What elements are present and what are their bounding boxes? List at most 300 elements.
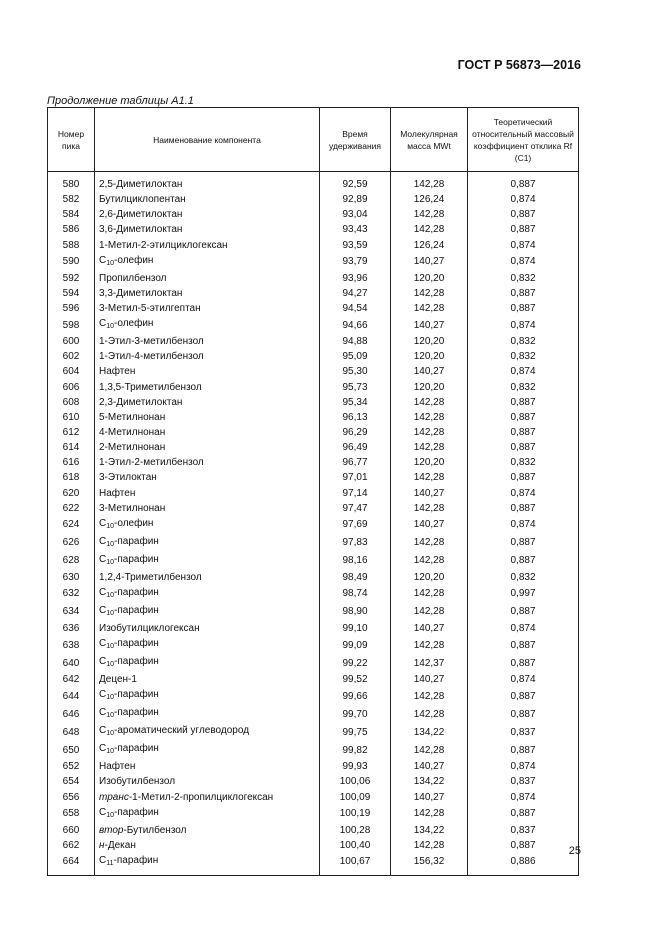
response-factor: 0,874	[468, 790, 579, 805]
peak-number: 630	[48, 570, 95, 585]
retention-time: 94,54	[320, 301, 391, 316]
molecular-mass: 126,24	[391, 238, 468, 253]
table-row	[48, 271, 579, 286]
peak-number: 618	[48, 470, 95, 485]
peak-number: 664	[48, 853, 95, 876]
response-factor: 0,887	[468, 805, 579, 823]
retention-time: 99,22	[320, 654, 391, 672]
peak-number: 644	[48, 687, 95, 705]
component-name	[95, 192, 320, 207]
table-row	[48, 207, 579, 222]
retention-time: 100,06	[320, 774, 391, 789]
component-name	[95, 301, 320, 316]
component-name	[95, 380, 320, 395]
carbon-count-subscript: 10	[106, 558, 115, 566]
table-row	[48, 410, 579, 425]
retention-time: 96,13	[320, 410, 391, 425]
response-factor: 0,832	[468, 334, 579, 349]
table-row	[48, 486, 579, 501]
retention-time: 94,66	[320, 316, 391, 334]
molecular-mass: 142,28	[391, 534, 468, 552]
retention-time: 95,73	[320, 380, 391, 395]
component-name	[95, 334, 320, 349]
component-name-text: 3,6-Диметилоктан	[99, 224, 183, 236]
component-name-base: С	[99, 517, 107, 529]
component-name-text: 1,3,5-Триметилбензол	[99, 381, 202, 393]
component-name	[95, 253, 320, 271]
component-name-rest: -парафин	[114, 604, 159, 616]
peak-number: 640	[48, 654, 95, 672]
table-row	[48, 723, 579, 741]
table-row	[48, 687, 579, 705]
component-name-text: 5-Метилнонан	[99, 411, 166, 423]
component-name-rest: -парафин	[114, 638, 159, 650]
component-name-base: С	[99, 318, 107, 330]
component-name	[95, 603, 320, 621]
peak-number: 626	[48, 534, 95, 552]
component-name	[95, 486, 320, 501]
retention-time: 98,49	[320, 570, 391, 585]
component-name-rest: -парафин	[114, 743, 159, 755]
table-row	[48, 334, 579, 349]
retention-time: 96,77	[320, 455, 391, 470]
component-name	[95, 455, 320, 470]
response-factor: 0,874	[468, 672, 579, 687]
component-name	[95, 759, 320, 774]
carbon-count-subscript: 10	[106, 748, 115, 756]
molecular-mass: 120,20	[391, 570, 468, 585]
table-row	[48, 790, 579, 805]
retention-time: 98,16	[320, 552, 391, 570]
molecular-mass: 140,27	[391, 621, 468, 636]
molecular-mass: 140,27	[391, 516, 468, 534]
component-name-text: 2,3-Диметилоктан	[99, 396, 183, 408]
retention-time: 97,83	[320, 534, 391, 552]
molecular-mass: 142,28	[391, 741, 468, 759]
molecular-mass: 142,28	[391, 470, 468, 485]
table-row	[48, 395, 579, 410]
component-name	[95, 705, 320, 723]
table-row	[48, 501, 579, 516]
response-factor: 0,887	[468, 603, 579, 621]
component-name-base: С	[99, 656, 107, 668]
molecular-mass: 142,28	[391, 425, 468, 440]
retention-time: 92,59	[320, 172, 391, 193]
response-factor: 0,887	[468, 207, 579, 222]
peak-number: 650	[48, 741, 95, 759]
peak-number: 582	[48, 192, 95, 207]
table-row	[48, 349, 579, 364]
table-row	[48, 286, 579, 301]
retention-time: 98,90	[320, 603, 391, 621]
molecular-mass: 140,27	[391, 759, 468, 774]
component-name	[95, 425, 320, 440]
component-name-base: С	[99, 254, 107, 266]
molecular-mass: 142,28	[391, 286, 468, 301]
retention-time: 96,29	[320, 425, 391, 440]
component-name	[95, 552, 320, 570]
peak-number: 634	[48, 603, 95, 621]
standard-code: ГОСТ Р 56873—2016	[457, 58, 581, 72]
carbon-count-subscript: 10	[106, 591, 115, 599]
component-name	[95, 271, 320, 286]
component-name-base: С	[99, 638, 107, 650]
response-factor: 0,997	[468, 585, 579, 603]
peak-number: 616	[48, 455, 95, 470]
component-name-text: Нафтен	[99, 761, 136, 773]
table-row	[48, 253, 579, 271]
table-row	[48, 774, 579, 789]
response-factor: 0,887	[468, 395, 579, 410]
peak-number: 652	[48, 759, 95, 774]
peak-number: 594	[48, 286, 95, 301]
component-name	[95, 172, 320, 193]
response-factor: 0,887	[468, 286, 579, 301]
molecular-mass: 134,22	[391, 823, 468, 838]
component-name	[95, 410, 320, 425]
retention-time: 93,04	[320, 207, 391, 222]
molecular-mass: 126,24	[391, 192, 468, 207]
component-name-base: С	[99, 689, 107, 701]
component-name-text: Изобутилбензол	[99, 776, 176, 788]
table-row	[48, 570, 579, 585]
table-row	[48, 516, 579, 534]
table-row	[48, 316, 579, 334]
peak-number: 632	[48, 585, 95, 603]
component-name	[95, 687, 320, 705]
carbon-count-subscript: 10	[106, 811, 115, 819]
response-factor: 0,887	[468, 470, 579, 485]
component-name-text: 2,5-Диметилоктан	[99, 179, 183, 191]
component-name-rest: -Бутилбензол	[123, 824, 187, 836]
component-name-base: С	[99, 707, 107, 719]
retention-time: 99,93	[320, 759, 391, 774]
molecular-mass: 142,28	[391, 222, 468, 237]
peak-number: 596	[48, 301, 95, 316]
response-factor: 0,837	[468, 774, 579, 789]
molecular-mass: 120,20	[391, 380, 468, 395]
response-factor: 0,887	[468, 705, 579, 723]
retention-time: 100,28	[320, 823, 391, 838]
response-factor: 0,874	[468, 316, 579, 334]
retention-time: 100,09	[320, 790, 391, 805]
table-row	[48, 192, 579, 207]
component-name	[95, 222, 320, 237]
response-factor: 0,886	[468, 853, 579, 876]
molecular-mass: 140,27	[391, 672, 468, 687]
retention-time: 99,66	[320, 687, 391, 705]
component-name-base: С	[99, 806, 107, 818]
retention-time: 94,88	[320, 334, 391, 349]
peak-number: 602	[48, 349, 95, 364]
component-name-text: Нафтен	[99, 487, 136, 499]
molecular-mass: 134,22	[391, 774, 468, 789]
header-peak-number: Номер пика	[48, 108, 95, 172]
retention-time: 100,67	[320, 853, 391, 876]
molecular-mass: 142,28	[391, 301, 468, 316]
molecular-mass: 120,20	[391, 349, 468, 364]
component-name	[95, 364, 320, 379]
component-name	[95, 395, 320, 410]
peak-number: 636	[48, 621, 95, 636]
molecular-mass: 142,28	[391, 705, 468, 723]
component-name-rest: -парафин	[114, 553, 159, 565]
table-row	[48, 455, 579, 470]
component-name	[95, 238, 320, 253]
retention-time: 97,69	[320, 516, 391, 534]
molecular-mass: 134,22	[391, 723, 468, 741]
peak-number: 608	[48, 395, 95, 410]
molecular-mass: 142,37	[391, 654, 468, 672]
peak-number: 586	[48, 222, 95, 237]
table-row	[48, 380, 579, 395]
table-row	[48, 585, 579, 603]
component-name-rest: -ароматический углеводород	[114, 725, 250, 737]
response-factor: 0,837	[468, 823, 579, 838]
table-row	[48, 672, 579, 687]
table-row	[48, 425, 579, 440]
component-name-prefix: втор	[99, 824, 124, 836]
response-factor: 0,874	[468, 253, 579, 271]
table-caption: Продолжение таблицы А1.1	[47, 95, 194, 107]
retention-time: 98,74	[320, 585, 391, 603]
table-row	[48, 552, 579, 570]
component-name	[95, 516, 320, 534]
component-name-rest: -парафин	[114, 535, 159, 547]
components-table	[47, 107, 579, 876]
peak-number: 638	[48, 636, 95, 654]
component-name	[95, 207, 320, 222]
response-factor: 0,832	[468, 271, 579, 286]
response-factor: 0,874	[468, 486, 579, 501]
component-name-rest: -олефин	[114, 318, 154, 330]
table-row	[48, 301, 579, 316]
component-name	[95, 286, 320, 301]
carbon-count-subscript: 10	[106, 323, 115, 331]
component-name	[95, 316, 320, 334]
component-name-text: 3-Этилоктан	[99, 472, 157, 484]
retention-time: 99,10	[320, 621, 391, 636]
component-name	[95, 501, 320, 516]
response-factor: 0,887	[468, 654, 579, 672]
molecular-mass: 140,27	[391, 316, 468, 334]
peak-number: 580	[48, 172, 95, 193]
component-name-text: 3-Метил-5-этилгептан	[99, 303, 201, 315]
component-name	[95, 672, 320, 687]
component-name-rest: -Декан	[104, 839, 136, 851]
table-row	[48, 238, 579, 253]
component-name-text: Пропилбензол	[99, 272, 167, 284]
component-name-text: Децен-1	[99, 674, 137, 686]
response-factor: 0,887	[468, 222, 579, 237]
retention-time: 99,09	[320, 636, 391, 654]
response-factor: 0,874	[468, 759, 579, 774]
retention-time: 93,96	[320, 271, 391, 286]
peak-number: 590	[48, 253, 95, 271]
response-factor: 0,887	[468, 410, 579, 425]
component-name	[95, 853, 320, 876]
response-factor: 0,887	[468, 172, 579, 193]
component-name-text: Нафтен	[99, 366, 136, 378]
table-row	[48, 705, 579, 723]
molecular-mass: 142,28	[391, 207, 468, 222]
component-name	[95, 741, 320, 759]
molecular-mass: 120,20	[391, 455, 468, 470]
component-name-rest: -1-Метил-2-пропилциклогексан	[128, 791, 274, 803]
component-name-rest: -парафин	[114, 656, 159, 668]
retention-time: 97,01	[320, 470, 391, 485]
retention-time: 96,49	[320, 440, 391, 455]
table-row	[48, 222, 579, 237]
molecular-mass: 120,20	[391, 334, 468, 349]
retention-time: 92,89	[320, 192, 391, 207]
table-header-row	[48, 108, 579, 172]
response-factor: 0,874	[468, 516, 579, 534]
table-row	[48, 741, 579, 759]
response-factor: 0,887	[468, 741, 579, 759]
retention-time: 95,30	[320, 364, 391, 379]
component-name-base: С	[99, 535, 107, 547]
component-name-rest: -парафин	[114, 689, 159, 701]
response-factor: 0,887	[468, 425, 579, 440]
molecular-mass: 142,28	[391, 552, 468, 570]
component-name	[95, 774, 320, 789]
table-row	[48, 621, 579, 636]
header-response-factor: Теоретический относительный массовый коэффициент отклика Rf (C1)	[468, 108, 579, 172]
molecular-mass: 156,32	[391, 853, 468, 876]
retention-time: 100,19	[320, 805, 391, 823]
table-row	[48, 172, 579, 193]
molecular-mass: 142,28	[391, 410, 468, 425]
component-name	[95, 534, 320, 552]
peak-number: 620	[48, 486, 95, 501]
table-row	[48, 534, 579, 552]
component-name-base: С	[99, 725, 107, 737]
peak-number: 646	[48, 705, 95, 723]
component-name	[95, 440, 320, 455]
table-row	[48, 654, 579, 672]
molecular-mass: 142,28	[391, 687, 468, 705]
peak-number: 642	[48, 672, 95, 687]
response-factor: 0,887	[468, 534, 579, 552]
component-name-prefix: транс	[99, 791, 129, 803]
component-name-rest: -парафин	[114, 806, 159, 818]
component-name	[95, 636, 320, 654]
peak-number: 598	[48, 316, 95, 334]
peak-number: 612	[48, 425, 95, 440]
carbon-count-subscript: 10	[106, 730, 115, 738]
peak-number: 656	[48, 790, 95, 805]
table-row	[48, 853, 579, 876]
retention-time: 99,82	[320, 741, 391, 759]
retention-time: 99,70	[320, 705, 391, 723]
component-name	[95, 790, 320, 805]
response-factor: 0,887	[468, 301, 579, 316]
component-name-base: С	[99, 604, 107, 616]
molecular-mass: 142,28	[391, 585, 468, 603]
molecular-mass: 140,27	[391, 253, 468, 271]
table-row	[48, 636, 579, 654]
peak-number: 584	[48, 207, 95, 222]
component-name	[95, 805, 320, 823]
component-name-base: С	[99, 743, 107, 755]
retention-time: 93,43	[320, 222, 391, 237]
molecular-mass: 140,27	[391, 486, 468, 501]
response-factor: 0,887	[468, 636, 579, 654]
molecular-mass: 120,20	[391, 271, 468, 286]
component-name-rest: -олефин	[114, 517, 154, 529]
retention-time: 95,34	[320, 395, 391, 410]
peak-number: 592	[48, 271, 95, 286]
peak-number: 610	[48, 410, 95, 425]
response-factor: 0,832	[468, 570, 579, 585]
retention-time: 97,47	[320, 501, 391, 516]
molecular-mass: 140,27	[391, 790, 468, 805]
molecular-mass: 142,28	[391, 440, 468, 455]
page-number: 25	[568, 845, 581, 857]
table-row	[48, 805, 579, 823]
header-retention-time: Время удерживания	[320, 108, 391, 172]
peak-number: 604	[48, 364, 95, 379]
response-factor: 0,837	[468, 723, 579, 741]
peak-number: 662	[48, 838, 95, 853]
retention-time: 95,09	[320, 349, 391, 364]
component-name-prefix: н	[99, 839, 105, 851]
molecular-mass: 142,28	[391, 395, 468, 410]
carbon-count-subscript: 10	[106, 694, 115, 702]
response-factor: 0,874	[468, 238, 579, 253]
component-name-base: С	[99, 553, 107, 565]
carbon-count-subscript: 10	[106, 712, 115, 720]
table-row	[48, 603, 579, 621]
component-name-text: 1-Этил-3-метилбензол	[99, 336, 204, 348]
table-row	[48, 364, 579, 379]
component-name	[95, 654, 320, 672]
component-name-rest: -парафин	[114, 707, 159, 719]
peak-number: 588	[48, 238, 95, 253]
peak-number: 622	[48, 501, 95, 516]
response-factor: 0,887	[468, 687, 579, 705]
component-name	[95, 349, 320, 364]
carbon-count-subscript: 10	[106, 609, 115, 617]
table-row	[48, 838, 579, 853]
component-name	[95, 723, 320, 741]
component-name-text: 1-Метил-2-этилциклогексан	[99, 239, 228, 251]
retention-time: 99,52	[320, 672, 391, 687]
carbon-count-subscript: 10	[106, 661, 115, 669]
peak-number: 624	[48, 516, 95, 534]
peak-number: 660	[48, 823, 95, 838]
carbon-count-subscript: 10	[106, 259, 115, 267]
peak-number: 648	[48, 723, 95, 741]
response-factor: 0,832	[468, 380, 579, 395]
component-name-rest: -парафин	[114, 586, 159, 598]
peak-number: 606	[48, 380, 95, 395]
response-factor: 0,887	[468, 501, 579, 516]
component-name-text: 3,3-Диметилоктан	[99, 287, 183, 299]
carbon-count-subscript: 11	[106, 859, 114, 867]
molecular-mass: 142,28	[391, 172, 468, 193]
header-molecular-mass: Молекулярная масса MWt	[391, 108, 468, 172]
molecular-mass: 142,28	[391, 805, 468, 823]
retention-time: 94,27	[320, 286, 391, 301]
component-name	[95, 621, 320, 636]
carbon-count-subscript: 10	[106, 540, 115, 548]
peak-number: 654	[48, 774, 95, 789]
retention-time: 93,59	[320, 238, 391, 253]
header-component-name: Наименование компонента	[95, 108, 320, 172]
retention-time: 97,14	[320, 486, 391, 501]
